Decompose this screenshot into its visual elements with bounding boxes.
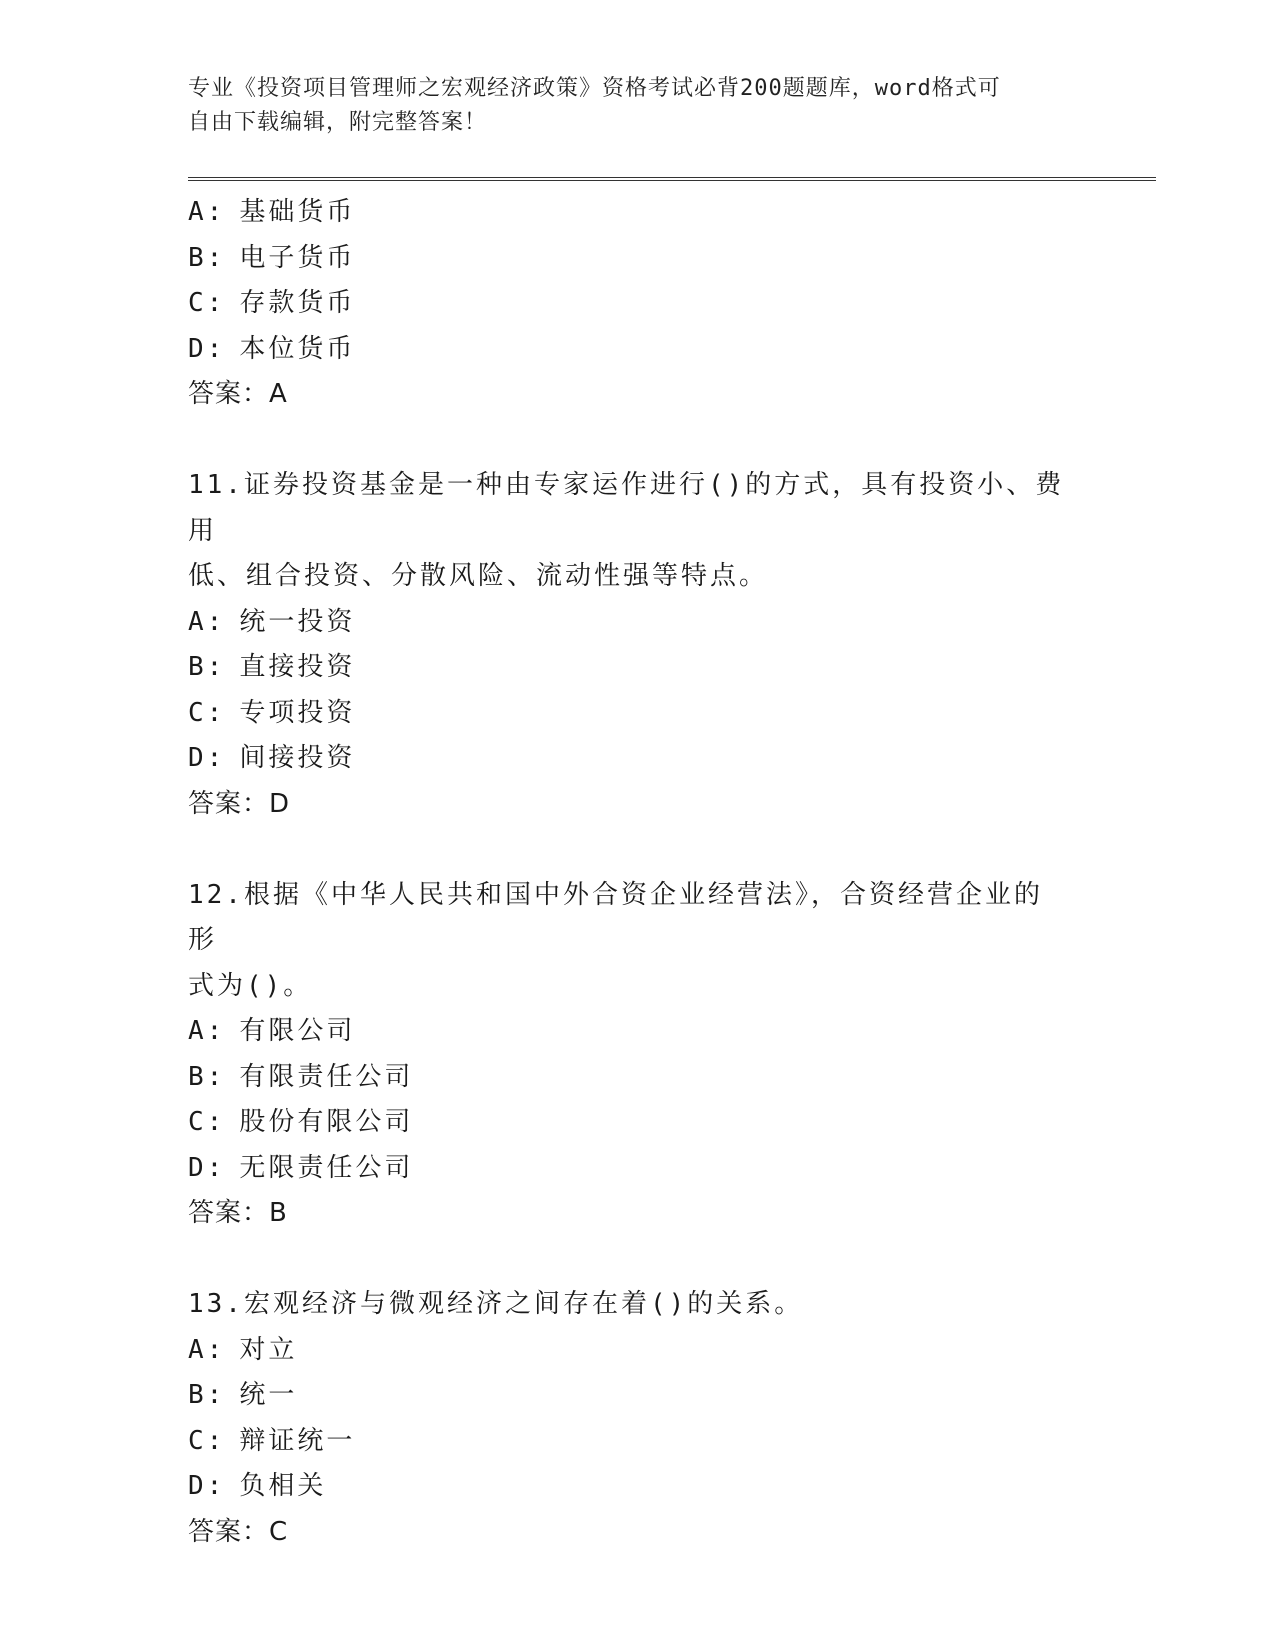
question-stem-line-2: 低、组合投资、分散风险、流动性强等特点。 bbox=[188, 561, 769, 591]
option-text: 专项投资 bbox=[239, 697, 356, 728]
option-text: 负相关 bbox=[239, 1471, 327, 1501]
question-12 bbox=[188, 873, 1088, 1237]
option-d bbox=[188, 1464, 1088, 1510]
option-c bbox=[188, 281, 1088, 327]
option-text: 对立 bbox=[239, 1334, 298, 1365]
option-letter: C: bbox=[188, 1425, 226, 1456]
option-letter: A: bbox=[188, 197, 226, 227]
option-d bbox=[188, 1146, 1088, 1192]
option-text: 辩证统一 bbox=[239, 1425, 356, 1456]
question-stem bbox=[188, 1282, 1068, 1328]
option-letter: B: bbox=[188, 1380, 226, 1410]
question-11 bbox=[188, 463, 1088, 827]
option-text: 间接投资 bbox=[239, 743, 356, 773]
option-text: 存款货币 bbox=[239, 288, 356, 318]
option-letter: D: bbox=[188, 1471, 226, 1501]
option-d bbox=[188, 736, 1088, 782]
answer-line: 答案：D bbox=[188, 788, 291, 819]
question-stem-line-1: 11.证券投资基金是一种由专家运作进行()的方式，具有投资小、费用 bbox=[188, 470, 1065, 546]
option-letter: D: bbox=[188, 743, 226, 773]
option-letter: A: bbox=[188, 606, 226, 637]
option-letter: C: bbox=[188, 1107, 226, 1137]
option-a bbox=[188, 190, 1088, 236]
option-b bbox=[188, 236, 1088, 282]
option-letter: D: bbox=[188, 333, 226, 364]
question-list bbox=[188, 190, 1088, 1555]
header-line-2: 自由下载编辑，附完整答案！ bbox=[188, 110, 488, 135]
option-letter: D: bbox=[188, 1152, 226, 1183]
option-text: 有限公司 bbox=[239, 1016, 356, 1046]
option-text: 无限责任公司 bbox=[239, 1152, 414, 1183]
option-letter: B: bbox=[188, 1061, 226, 1092]
header-line-1: 专业《投资项目管理师之宏观经济政策》资格考试必背200题题库，word格式可 bbox=[188, 76, 1001, 101]
option-a bbox=[188, 1009, 1088, 1055]
option-text: 统一投资 bbox=[239, 606, 356, 637]
option-text: 本位货币 bbox=[239, 333, 356, 364]
question-stem-line-1: 12.根据《中华人民共和国中外合资企业经营法》，合资经营企业的形 bbox=[188, 879, 1043, 955]
option-text: 统一 bbox=[239, 1380, 298, 1410]
question-stem-line-2: 式为()。 bbox=[188, 970, 313, 1001]
option-letter: C: bbox=[188, 288, 226, 318]
option-a bbox=[188, 1328, 1088, 1374]
option-c bbox=[188, 691, 1088, 737]
option-d bbox=[188, 327, 1088, 373]
option-text: 基础货币 bbox=[239, 197, 356, 227]
option-text: 有限责任公司 bbox=[239, 1061, 414, 1092]
option-text: 直接投资 bbox=[239, 652, 356, 682]
option-letter: C: bbox=[188, 697, 226, 728]
option-b bbox=[188, 1055, 1088, 1101]
option-letter: A: bbox=[188, 1334, 226, 1365]
option-c bbox=[188, 1100, 1088, 1146]
option-text: 电子货币 bbox=[239, 242, 356, 273]
spacer bbox=[188, 1237, 1088, 1283]
option-b bbox=[188, 645, 1088, 691]
spacer bbox=[188, 418, 1088, 464]
question-stem-line-1: 13.宏观经济与微观经济之间存在着()的关系。 bbox=[188, 1289, 804, 1319]
header-divider bbox=[188, 177, 1156, 181]
answer-line: 答案：A bbox=[188, 379, 288, 409]
question-partial bbox=[188, 190, 1088, 418]
answer-line: 答案：B bbox=[188, 1198, 288, 1228]
answer-line: 答案：C bbox=[188, 1516, 289, 1547]
option-c bbox=[188, 1419, 1088, 1465]
document-header bbox=[188, 72, 1088, 140]
question-13 bbox=[188, 1282, 1088, 1555]
option-letter: B: bbox=[188, 242, 226, 273]
option-text: 股份有限公司 bbox=[239, 1107, 414, 1137]
option-a bbox=[188, 600, 1088, 646]
question-stem bbox=[188, 873, 1068, 1010]
option-b bbox=[188, 1373, 1088, 1419]
question-stem bbox=[188, 463, 1068, 600]
option-letter: A: bbox=[188, 1016, 226, 1046]
spacer bbox=[188, 827, 1088, 873]
option-letter: B: bbox=[188, 652, 226, 682]
